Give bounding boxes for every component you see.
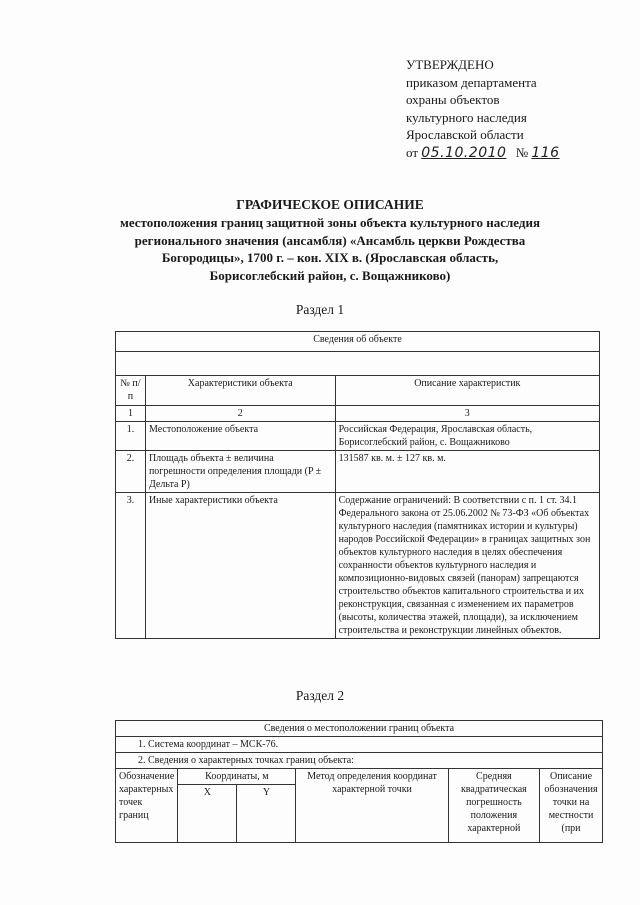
header-accuracy: Средняя квадратическая погрешность положения характерной <box>448 769 539 843</box>
object-info-table <box>115 331 600 639</box>
row-description: Содержание ограничений: В соответствии с п. 1 ст. 34.1 Федерального закона от 25.06.2002 № 73-ФЗ «Об объектах культурного наследия (памятниках истории и культуры) народов Российской Федерации» в границах защитных зон объектов культурного наследия в целях обеспечения сохранности объектов культурного наследия и композиционно-видовых связей (панорам) запрещаются строительство объектов капитального строительства и их реконструкция, связанная с изменением их параметров (высоты, количества этажей, площади), за исключением строительства и реконструкции линейных объектов. <box>335 493 599 639</box>
header-designation: Обозначение характерных точек границ <box>116 769 178 843</box>
row-description: 131587 кв. м. ± 127 кв. м. <box>335 451 599 493</box>
table-title: Сведения об объекте <box>116 332 600 352</box>
handwritten-number: 116 <box>531 144 560 161</box>
header-num: № п/п <box>116 376 146 406</box>
row-characteristic: Иные характеристики объекта <box>145 493 335 639</box>
row-num: 1. <box>116 422 146 451</box>
row-description: Российская Федерация, Ярославская область, Борисоглебский район, с. Вощажниково <box>335 422 599 451</box>
title-line: местоположения границ защитной зоны объекта культурного наследия <box>119 215 541 230</box>
boundary-info-table <box>115 720 603 843</box>
row-characteristic: Местоположение объекта <box>145 422 335 451</box>
column-number: 1 <box>116 406 146 422</box>
header-method: Метод определения координат характерной точки <box>296 769 448 843</box>
header-description: Описание характеристик <box>335 376 599 406</box>
coordinate-system: 1. Система координат – МСК-76. <box>116 737 603 753</box>
date-prefix: от <box>406 144 419 160</box>
section-1-label: Раздел 1 <box>295 302 345 317</box>
number-prefix: № <box>515 144 529 160</box>
title-line: Борисоглебский район, с. Вощажниково) <box>209 267 451 283</box>
table-row <box>116 422 600 451</box>
handwritten-date: 05.10.2010 <box>421 144 507 161</box>
column-number: 3 <box>335 406 599 422</box>
table-title: Сведения о местоположении границ объекта <box>116 721 603 737</box>
column-number: 2 <box>145 406 335 422</box>
approval-line: культурного наследия <box>406 109 527 125</box>
title-line: регионального значения (ансамбля) «Ансамбль церкви Рождества <box>134 232 526 248</box>
header-characteristics: Характеристики объекта <box>145 376 335 406</box>
header-x: X <box>178 785 237 843</box>
row-characteristic: Площадь объекта ± величина погрешности определения площади (P ± Дельта P) <box>145 451 335 493</box>
header-y: Y <box>237 785 296 843</box>
approval-line: Ярославской области <box>406 127 524 142</box>
row-num: 3. <box>116 493 146 639</box>
approval-heading: УТВЕРЖДЕНО <box>406 57 494 72</box>
header-coordinates: Координаты, м <box>178 769 296 785</box>
points-heading: 2. Сведения о характерных точках границ объекта: <box>116 753 603 769</box>
approval-line: приказом департамента <box>406 74 537 90</box>
approval-line: охраны объектов <box>406 92 500 107</box>
table-row <box>116 493 600 639</box>
section-2-label: Раздел 2 <box>295 688 345 703</box>
approval-stamp <box>406 56 560 162</box>
table-row <box>116 451 600 493</box>
row-num: 2. <box>116 451 146 493</box>
header-point-description: Описание обозначения точки на местности (при <box>540 769 603 843</box>
title-line: Богородицы», 1700 г. – кон. XIX в. (Ярославская область, <box>161 250 499 265</box>
document-title <box>60 196 600 284</box>
title-main: ГРАФИЧЕСКОЕ ОПИСАНИЕ <box>236 197 424 212</box>
approval-date-line <box>406 144 560 163</box>
empty-row <box>116 352 600 376</box>
